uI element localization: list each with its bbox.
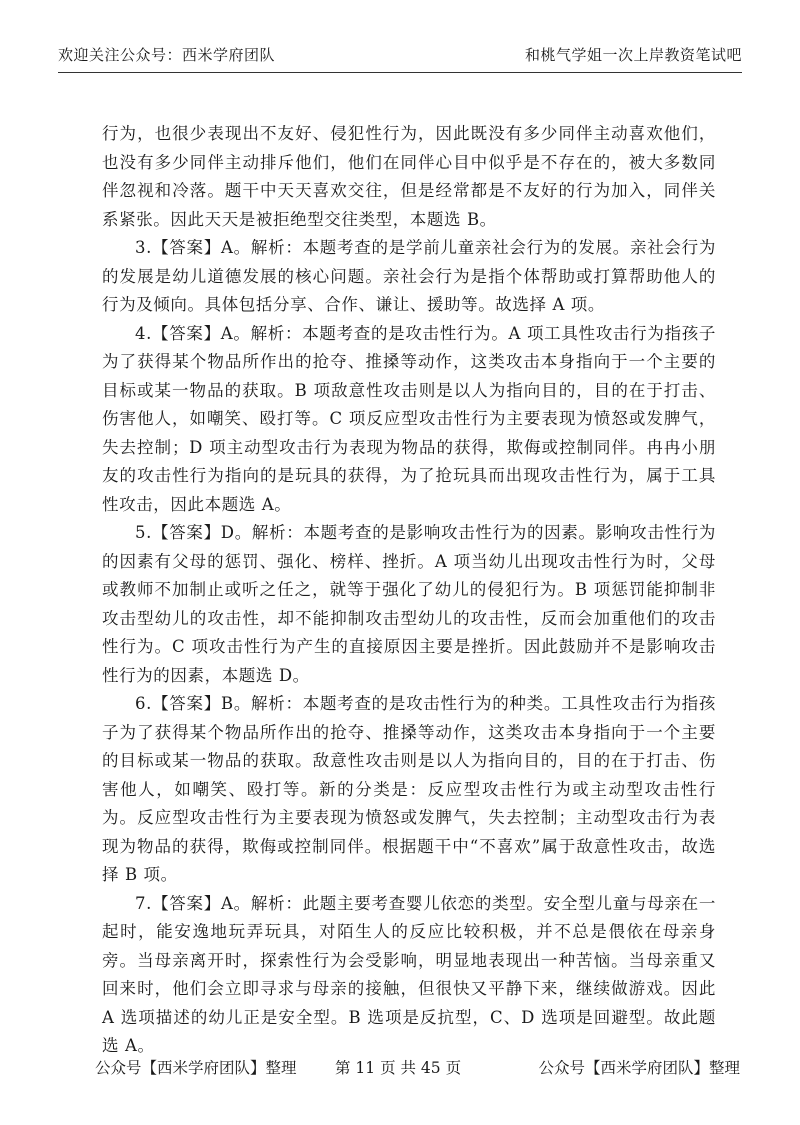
page-header [58, 44, 742, 68]
page-footer [95, 1056, 740, 1080]
answer-3: 3.【答案】A。解析：本题考查的是学前儿童亲社会行为的发展。亲社会行为的发展是幼儿道德发展的核心问题。亲社会行为是指个体帮助或打算帮助他人的行为及倾向。具体包括分享、合作、谦让、援助等。故选择 A 项。 [102, 238, 716, 314]
header-right-text: 和桃气学姐一次上岸教资笔试吧 [524, 46, 742, 64]
header-left-text: 欢迎关注公众号：西米学府团队 [58, 46, 276, 64]
answer-6: 6.【答案】B。解析：本题考查的是攻击性行为的种类。工具性攻击行为指孩子为了获得某个物品所作出的抢夺、推搡等动作，这类攻击本身指向于一个主要的目标或某一物品的获取。敌意性攻击则是以人为指向目的，目的在于打击、伤害他人，如嘲笑、殴打等。新的分类是：反应型攻击性行为或主动型攻击性行为。反应型攻击性行为主要表现为愤怒或发脾气，失去控制；主动型攻击行为表现为物品的获得，欺侮或控制同伴。根据题干中“不喜欢”属于敌意性攻击，故选择 B 项。 [102, 694, 716, 884]
header-divider [58, 72, 742, 73]
paragraph-continued: 行为，也很少表现出不友好、侵犯性行为，因此既没有多少同伴主动喜欢他们，也没有多少同伴主动排斥他们，他们在同伴心目中似乎是不存在的，被大多数同伴忽视和冷落。题干中天天喜欢交往，但是经常都是不友好的行为加入，同伴关系紧张。因此天天是被拒绝型交往类型，本题选 B。 [102, 124, 716, 229]
answer-7: 7.【答案】A。解析：此题主要考查婴儿依恋的类型。安全型儿童与母亲在一起时，能安逸地玩弄玩具，对陌生人的反应比较积极，并不总是偎依在母亲身旁。当母亲离开时，探索性行为会受影响，明显地表现出一种苦恼。当母亲重又回来时，他们会立即寻求与母亲的接触，但很快又平静下来，继续做游戏。因此 A 选项描述的幼儿正是安全型。B 选项是反抗型，C、D 选项是回避型。故此题选 A。 [102, 893, 716, 1055]
answer-5: 5.【答案】D。解析：本题考查的是影响攻击性行为的因素。影响攻击性行为的因素有父母的惩罚、强化、榜样、挫折。A 项当幼儿出现攻击性行为时，父母或教师不加制止或听之任之，就等于强化了幼儿的侵犯行为。B 项惩罚能抑制非攻击型幼儿的攻击性，却不能抑制攻击型幼儿的攻击性，反而会加重他们的攻击性行为。C 项攻击性行为产生的直接原因主要是挫折。因此鼓励并不是影响攻击性行为的因素，本题选 D。 [102, 523, 716, 685]
answer-4: 4.【答案】A。解析：本题考查的是攻击性行为。A 项工具性攻击行为指孩子为了获得某个物品所作出的抢夺、推搡等动作，这类攻击本身指向于一个主要的目标或某一物品的获取。B 项敌意性攻击则是以人为指向目的，目的在于打击、伤害他人，如嘲笑、殴打等。C 项反应型攻击性行为主要表现为愤怒或发脾气，失去控制；D 项主动型攻击行为表现为物品的获得，欺侮或控制同伴。冉冉小朋友的攻击性行为指向的是玩具的获得，为了抢玩具而出现攻击性行为，属于工具性攻击，因此本题选 A。 [102, 323, 716, 514]
page-body [102, 120, 716, 1061]
footer-right-text: 公众号【西米学府团队】整理 [538, 1059, 740, 1077]
page-number: 第 11 页 共 45 页 [335, 1059, 462, 1077]
footer-left-text: 公众号【西米学府团队】整理 [95, 1059, 297, 1077]
